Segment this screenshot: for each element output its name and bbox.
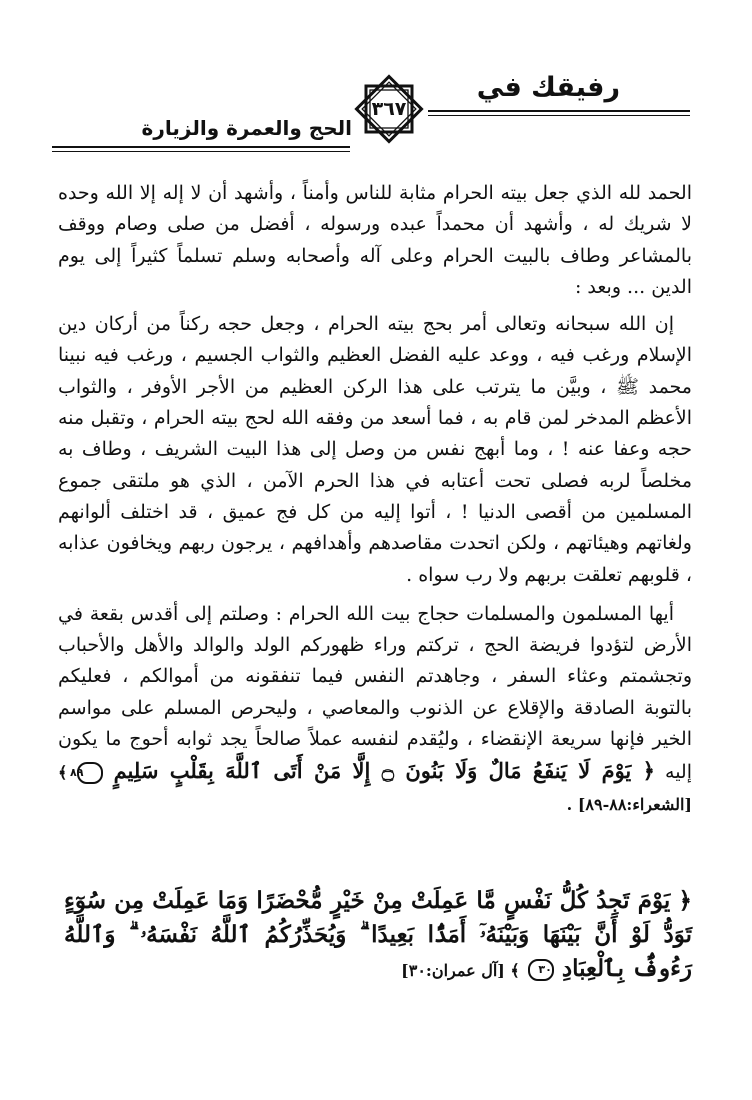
running-title-left: الحج والعمرة والزيارة [141,116,352,140]
quran-quote-shuara: ﴿ يَوْمَ لَا يَنفَعُ مَالٌ وَلَا بَنُونَ ۝ إِلَّا مَنْ أَتَى ٱللَّهَ بِقَلْبٍ سَلِيمٍ [113,758,655,784]
running-title-right: رفيقك في [476,72,620,103]
ayah-number-30: ٣٠ [528,959,554,981]
paragraph-address-text: أيها المسلمون والمسلمات حجاج بيت الله الحرام : وصلتم إلى أقدس بقعة في الأرض لتؤدوا فريضة الحج ، تركتم وراء ظهوركم الولد والوالد والأهل والأحباب وتجشمتم وعثاء السفر ، وجاهدتم النفس فيما تنفقونه من أموالكم ، فعليكم بالتوبة الصادقة والإقلاع عن الذنوب والمعاصي ، وليحرص المسلم على مواسم الخير فإنها سريعة الإنقضاء ، وليُقدم لنفسه عملاً صالحاً يجد ثوابه أحوج ما يكون إليه [58,602,693,784]
paragraph-hajj-virtue: إن الله سبحانه وتعالى أمر بحج بيته الحرام ، وجعل حجه ركناً من أركان دين الإسلام ورغب فيه ، ووعد عليه الفضل العظيم والثواب الجسيم ، ورغب فيه نبينا محمد ﷺ ، وبيَّن ما يترتب على هذا الركن العظيم من الأجر الأوفر ، والثواب الأعظم المدخر لمن قام به ، فما أسعد من وفقه الله لحج بيته الحرام ، وتقبل منه حجه وعفا عنه ! ، وما أبهج نفس من وصل إلى هذا البيت الشريف ، وطاف به مخلصاً لربه فصلى تحت أعتابه في هذا الحرم الآمن ، الذي هو ملتقى جموع المسلمين من أقصى الدنيا ! ، أتوا إليه من كل فج عميق ، قد اختلف ألوانهم ولغاتهم وهيئاتهم ، ولكن اتحدت مقاصدهم وأهدافهم ، يرجون ربهم ويخافون عذابه ، قلوبهم تعلقت بربهم ولا رب سواه . [58,313,692,586]
quran-verse-al-imran [64,884,692,988]
verse-line [64,884,692,988]
verse-text: ﴿ يَوْمَ تَجِدُ كُلُّ نَفْسٍ مَّا عَمِلَتْ مِنْ خَيْرٍ مُّحْضَرًا وَمَا عَمِلَتْ مِن سُوٓءٍ تَوَدُّ لَوْ أَنَّ بَيْنَهَا وَبَيْنَهُۥٓ أَمَدًۢا بَعِيدًا ۗ وَيُحَذِّرُكُمُ ٱللَّهُ نَفْسَهُۥ ۗ وَٱللَّهُ رَءُوفٌۢ بِٱلْعِبَادِ [64,887,692,982]
ayah-number-88: ٨٨ [60,862,62,863]
page-number: ٣٦٧ [371,98,407,120]
quran-reference-al-imran: ﴾ [آل عمران:٣٠] [401,961,520,980]
body-text [58,178,692,820]
page-number-badge [350,70,428,148]
header-rule-left-thin [52,151,350,152]
quran-reference-shuara: ﴾ [الشعراء:٨٨-٨٩] . [58,763,692,814]
paragraph-opening: الحمد لله الذي جعل بيته الحرام مثابة للناس وأمناً ، وأشهد أن لا إله إلا الله وحده لا شريك له ، وأشهد أن محمداً عبده ورسوله ، أفضل من صلى وصام ووقف بالمشاعر وطاف بالبيت الحرام وعلى آله وأصحابه وسلم تسلماً كثيراً إلى يوم الدين ... وبعد : [58,182,692,298]
ayah-number-89: ٨٩ [77,762,103,784]
header-rule-left [52,146,350,148]
paragraph-address-pilgrims [58,599,692,820]
header-rule-right [428,110,690,112]
header-rule-right-thin [428,115,690,116]
